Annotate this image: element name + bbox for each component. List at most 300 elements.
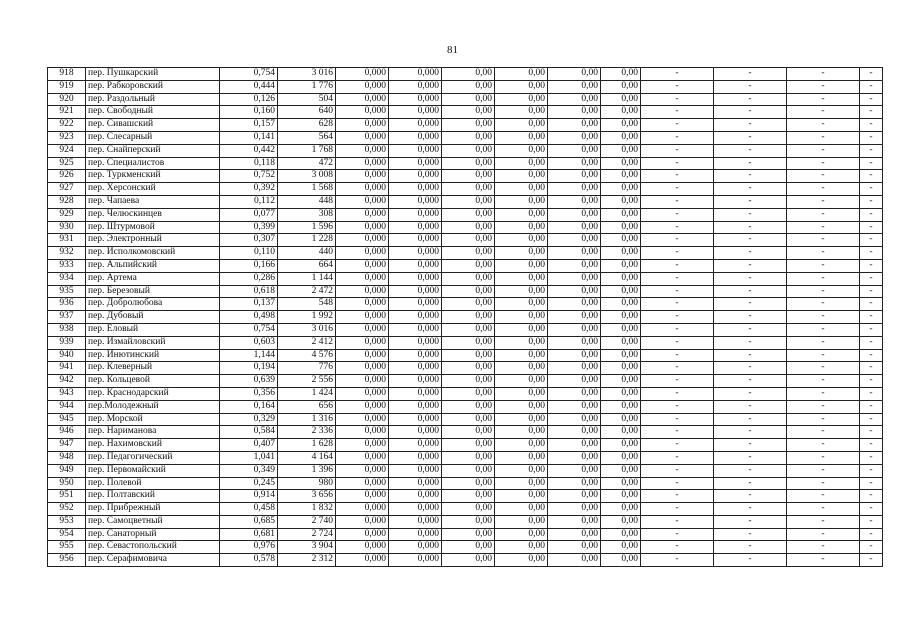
dash-1: - [641, 362, 714, 375]
value-3: 0,00 [442, 439, 495, 452]
dash-1: - [641, 68, 714, 81]
value-3: 0,00 [442, 183, 495, 196]
dash-3: - [787, 515, 860, 528]
dash-2: - [714, 221, 787, 234]
value-3: 0,00 [442, 170, 495, 183]
value-3: 0,00 [442, 554, 495, 567]
dash-4: - [860, 144, 883, 157]
dash-1: - [641, 285, 714, 298]
dash-4: - [860, 375, 883, 388]
dash-2: - [714, 336, 787, 349]
row-number: 954 [48, 528, 86, 541]
street-name: пер. Чапаева [86, 195, 220, 208]
area-value: 3 656 [278, 490, 336, 503]
dash-2: - [714, 157, 787, 170]
value-5: 0,00 [548, 208, 601, 221]
street-name: пер. Электронный [86, 234, 220, 247]
street-name: пер. Самоцветный [86, 515, 220, 528]
dash-4: - [860, 439, 883, 452]
length-value: 0,329 [220, 413, 278, 426]
value-5: 0,00 [548, 515, 601, 528]
length-value: 0,164 [220, 400, 278, 413]
dash-2: - [714, 400, 787, 413]
table-row [48, 362, 883, 375]
value-2: 0,000 [389, 80, 442, 93]
street-name: пер. Свободный [86, 106, 220, 119]
value-5: 0,00 [548, 106, 601, 119]
row-number: 927 [48, 183, 86, 196]
row-number: 936 [48, 298, 86, 311]
row-number: 949 [48, 464, 86, 477]
dash-1: - [641, 208, 714, 221]
value-1: 0,000 [336, 464, 389, 477]
value-6: 0,00 [601, 336, 641, 349]
dash-2: - [714, 208, 787, 221]
dash-4: - [860, 477, 883, 490]
length-value: 0,286 [220, 272, 278, 285]
area-value: 1 424 [278, 387, 336, 400]
value-2: 0,000 [389, 336, 442, 349]
value-4: 0,00 [495, 106, 548, 119]
value-1: 0,000 [336, 131, 389, 144]
street-name: пер. Морской [86, 413, 220, 426]
value-1: 0,000 [336, 554, 389, 567]
area-value: 2 412 [278, 336, 336, 349]
value-2: 0,000 [389, 157, 442, 170]
dash-4: - [860, 515, 883, 528]
value-6: 0,00 [601, 477, 641, 490]
dash-2: - [714, 119, 787, 132]
dash-1: - [641, 170, 714, 183]
dash-1: - [641, 375, 714, 388]
value-1: 0,000 [336, 68, 389, 81]
row-number: 956 [48, 554, 86, 567]
value-3: 0,00 [442, 195, 495, 208]
value-4: 0,00 [495, 195, 548, 208]
value-2: 0,000 [389, 349, 442, 362]
street-name: пер. Полевой [86, 477, 220, 490]
value-3: 0,00 [442, 451, 495, 464]
table-row [48, 157, 883, 170]
value-4: 0,00 [495, 515, 548, 528]
dash-4: - [860, 298, 883, 311]
dash-3: - [787, 170, 860, 183]
dash-3: - [787, 490, 860, 503]
value-6: 0,00 [601, 285, 641, 298]
value-2: 0,000 [389, 464, 442, 477]
table-row [48, 349, 883, 362]
row-number: 953 [48, 515, 86, 528]
row-number: 923 [48, 131, 86, 144]
value-1: 0,000 [336, 515, 389, 528]
value-1: 0,000 [336, 119, 389, 132]
street-name: пер. Добролюбова [86, 298, 220, 311]
value-1: 0,000 [336, 259, 389, 272]
street-name: пер. Прибрежный [86, 503, 220, 516]
street-name: пер. Кольцевой [86, 375, 220, 388]
value-4: 0,00 [495, 323, 548, 336]
length-value: 1,041 [220, 451, 278, 464]
dash-1: - [641, 477, 714, 490]
length-value: 0,442 [220, 144, 278, 157]
dash-4: - [860, 170, 883, 183]
value-5: 0,00 [548, 285, 601, 298]
table-row [48, 106, 883, 119]
row-number: 933 [48, 259, 86, 272]
value-1: 0,000 [336, 387, 389, 400]
value-2: 0,000 [389, 68, 442, 81]
dash-2: - [714, 375, 787, 388]
value-5: 0,00 [548, 490, 601, 503]
value-2: 0,000 [389, 131, 442, 144]
street-name: пер. Инютинский [86, 349, 220, 362]
value-2: 0,000 [389, 323, 442, 336]
value-6: 0,00 [601, 131, 641, 144]
dash-4: - [860, 362, 883, 375]
dash-3: - [787, 285, 860, 298]
length-value: 0,141 [220, 131, 278, 144]
area-value: 656 [278, 400, 336, 413]
row-number: 926 [48, 170, 86, 183]
dash-4: - [860, 195, 883, 208]
dash-1: - [641, 195, 714, 208]
length-value: 0,618 [220, 285, 278, 298]
value-4: 0,00 [495, 375, 548, 388]
dash-4: - [860, 554, 883, 567]
dash-3: - [787, 477, 860, 490]
dash-1: - [641, 439, 714, 452]
dash-4: - [860, 413, 883, 426]
row-number: 948 [48, 451, 86, 464]
dash-3: - [787, 528, 860, 541]
street-name: пер. Березовый [86, 285, 220, 298]
value-2: 0,000 [389, 375, 442, 388]
value-1: 0,000 [336, 195, 389, 208]
table-row [48, 259, 883, 272]
dash-3: - [787, 106, 860, 119]
row-number: 922 [48, 119, 86, 132]
area-value: 1 144 [278, 272, 336, 285]
dash-3: - [787, 157, 860, 170]
dash-4: - [860, 426, 883, 439]
length-value: 0,754 [220, 323, 278, 336]
area-value: 776 [278, 362, 336, 375]
value-3: 0,00 [442, 541, 495, 554]
dash-2: - [714, 106, 787, 119]
table-row [48, 311, 883, 324]
table-row [48, 221, 883, 234]
value-6: 0,00 [601, 119, 641, 132]
value-5: 0,00 [548, 170, 601, 183]
area-value: 628 [278, 119, 336, 132]
value-5: 0,00 [548, 131, 601, 144]
value-2: 0,000 [389, 208, 442, 221]
dash-4: - [860, 247, 883, 260]
value-4: 0,00 [495, 234, 548, 247]
row-number: 952 [48, 503, 86, 516]
dash-1: - [641, 247, 714, 260]
value-5: 0,00 [548, 195, 601, 208]
area-value: 4 576 [278, 349, 336, 362]
dash-4: - [860, 541, 883, 554]
value-3: 0,00 [442, 400, 495, 413]
value-1: 0,000 [336, 183, 389, 196]
value-2: 0,000 [389, 503, 442, 516]
value-5: 0,00 [548, 503, 601, 516]
street-name: пер. Нариманова [86, 426, 220, 439]
dash-1: - [641, 490, 714, 503]
value-6: 0,00 [601, 259, 641, 272]
dash-4: - [860, 311, 883, 324]
value-1: 0,000 [336, 400, 389, 413]
street-name: пер. Альпийский [86, 259, 220, 272]
value-6: 0,00 [601, 528, 641, 541]
length-value: 0,356 [220, 387, 278, 400]
table-row [48, 208, 883, 221]
value-4: 0,00 [495, 349, 548, 362]
value-2: 0,000 [389, 195, 442, 208]
row-number: 940 [48, 349, 86, 362]
value-5: 0,00 [548, 375, 601, 388]
dash-1: - [641, 451, 714, 464]
length-value: 0,157 [220, 119, 278, 132]
value-4: 0,00 [495, 170, 548, 183]
dash-2: - [714, 503, 787, 516]
value-1: 0,000 [336, 336, 389, 349]
value-1: 0,000 [336, 541, 389, 554]
length-value: 0,752 [220, 170, 278, 183]
area-value: 1 596 [278, 221, 336, 234]
dash-2: - [714, 68, 787, 81]
row-number: 934 [48, 272, 86, 285]
dash-3: - [787, 439, 860, 452]
row-number: 939 [48, 336, 86, 349]
value-3: 0,00 [442, 387, 495, 400]
value-6: 0,00 [601, 68, 641, 81]
dash-1: - [641, 311, 714, 324]
area-value: 440 [278, 247, 336, 260]
table-row [48, 336, 883, 349]
table-row [48, 131, 883, 144]
value-4: 0,00 [495, 259, 548, 272]
dash-1: - [641, 259, 714, 272]
dash-4: - [860, 80, 883, 93]
area-value: 3 904 [278, 541, 336, 554]
dash-1: - [641, 515, 714, 528]
dash-4: - [860, 503, 883, 516]
dash-3: - [787, 119, 860, 132]
value-3: 0,00 [442, 503, 495, 516]
row-number: 951 [48, 490, 86, 503]
dash-3: - [787, 451, 860, 464]
value-4: 0,00 [495, 387, 548, 400]
street-name: пер. Клеверный [86, 362, 220, 375]
area-value: 504 [278, 93, 336, 106]
dash-4: - [860, 131, 883, 144]
row-number: 941 [48, 362, 86, 375]
dash-3: - [787, 400, 860, 413]
value-3: 0,00 [442, 221, 495, 234]
dash-4: - [860, 221, 883, 234]
value-4: 0,00 [495, 93, 548, 106]
value-3: 0,00 [442, 349, 495, 362]
row-number: 943 [48, 387, 86, 400]
dash-2: - [714, 426, 787, 439]
dash-4: - [860, 387, 883, 400]
value-5: 0,00 [548, 439, 601, 452]
value-2: 0,000 [389, 272, 442, 285]
dash-2: - [714, 554, 787, 567]
value-1: 0,000 [336, 106, 389, 119]
dash-1: - [641, 131, 714, 144]
value-3: 0,00 [442, 375, 495, 388]
dash-4: - [860, 68, 883, 81]
dash-1: - [641, 298, 714, 311]
row-number: 920 [48, 93, 86, 106]
dash-3: - [787, 554, 860, 567]
row-number: 929 [48, 208, 86, 221]
table-row [48, 80, 883, 93]
dash-2: - [714, 515, 787, 528]
value-3: 0,00 [442, 515, 495, 528]
value-1: 0,000 [336, 93, 389, 106]
value-5: 0,00 [548, 528, 601, 541]
dash-4: - [860, 528, 883, 541]
length-value: 0,112 [220, 195, 278, 208]
street-name: пер. Штурмовой [86, 221, 220, 234]
table-row [48, 285, 883, 298]
length-value: 0,685 [220, 515, 278, 528]
value-6: 0,00 [601, 554, 641, 567]
area-value: 2 472 [278, 285, 336, 298]
length-value: 0,498 [220, 311, 278, 324]
value-1: 0,000 [336, 349, 389, 362]
value-5: 0,00 [548, 247, 601, 260]
value-1: 0,000 [336, 234, 389, 247]
value-6: 0,00 [601, 413, 641, 426]
length-value: 0,754 [220, 68, 278, 81]
value-2: 0,000 [389, 298, 442, 311]
value-6: 0,00 [601, 503, 641, 516]
row-number: 946 [48, 426, 86, 439]
dash-2: - [714, 349, 787, 362]
area-value: 2 312 [278, 554, 336, 567]
dash-3: - [787, 183, 860, 196]
value-6: 0,00 [601, 183, 641, 196]
value-4: 0,00 [495, 541, 548, 554]
street-name: пер. Специалистов [86, 157, 220, 170]
street-name: пер. Измайловский [86, 336, 220, 349]
value-6: 0,00 [601, 80, 641, 93]
dash-1: - [641, 144, 714, 157]
dash-2: - [714, 298, 787, 311]
value-6: 0,00 [601, 311, 641, 324]
value-2: 0,000 [389, 515, 442, 528]
row-number: 938 [48, 323, 86, 336]
length-value: 0,077 [220, 208, 278, 221]
area-value: 1 396 [278, 464, 336, 477]
street-table [47, 67, 883, 567]
value-5: 0,00 [548, 272, 601, 285]
value-2: 0,000 [389, 541, 442, 554]
value-2: 0,000 [389, 426, 442, 439]
value-5: 0,00 [548, 413, 601, 426]
dash-1: - [641, 464, 714, 477]
value-2: 0,000 [389, 490, 442, 503]
length-value: 0,681 [220, 528, 278, 541]
table-row [48, 183, 883, 196]
dash-1: - [641, 426, 714, 439]
dash-3: - [787, 349, 860, 362]
value-4: 0,00 [495, 362, 548, 375]
value-5: 0,00 [548, 362, 601, 375]
dash-2: - [714, 234, 787, 247]
value-5: 0,00 [548, 400, 601, 413]
length-value: 0,603 [220, 336, 278, 349]
value-1: 0,000 [336, 413, 389, 426]
value-4: 0,00 [495, 131, 548, 144]
dash-1: - [641, 554, 714, 567]
value-5: 0,00 [548, 221, 601, 234]
table-row [48, 426, 883, 439]
area-value: 1 628 [278, 439, 336, 452]
dash-1: - [641, 503, 714, 516]
value-4: 0,00 [495, 298, 548, 311]
value-3: 0,00 [442, 247, 495, 260]
value-5: 0,00 [548, 68, 601, 81]
table-row [48, 247, 883, 260]
street-name: пер. Рабкоровский [86, 80, 220, 93]
dash-4: - [860, 451, 883, 464]
value-2: 0,000 [389, 93, 442, 106]
street-name: пер. Нахимовский [86, 439, 220, 452]
value-4: 0,00 [495, 183, 548, 196]
value-3: 0,00 [442, 323, 495, 336]
value-1: 0,000 [336, 375, 389, 388]
value-2: 0,000 [389, 528, 442, 541]
value-5: 0,00 [548, 234, 601, 247]
dash-3: - [787, 131, 860, 144]
value-2: 0,000 [389, 247, 442, 260]
dash-3: - [787, 247, 860, 260]
area-value: 1 776 [278, 80, 336, 93]
value-5: 0,00 [548, 477, 601, 490]
value-3: 0,00 [442, 477, 495, 490]
table-row [48, 528, 883, 541]
value-1: 0,000 [336, 144, 389, 157]
value-6: 0,00 [601, 93, 641, 106]
value-3: 0,00 [442, 157, 495, 170]
value-5: 0,00 [548, 144, 601, 157]
value-6: 0,00 [601, 170, 641, 183]
dash-4: - [860, 234, 883, 247]
area-value: 3 016 [278, 323, 336, 336]
value-3: 0,00 [442, 234, 495, 247]
table-row [48, 272, 883, 285]
dash-4: - [860, 349, 883, 362]
value-3: 0,00 [442, 311, 495, 324]
street-name: пер. Педагогический [86, 451, 220, 464]
value-4: 0,00 [495, 68, 548, 81]
area-value: 1 316 [278, 413, 336, 426]
street-name: пер. Серафимовича [86, 554, 220, 567]
street-name: пер. Дубовый [86, 311, 220, 324]
value-2: 0,000 [389, 451, 442, 464]
length-value: 0,194 [220, 362, 278, 375]
value-5: 0,00 [548, 349, 601, 362]
row-number: 945 [48, 413, 86, 426]
value-2: 0,000 [389, 439, 442, 452]
